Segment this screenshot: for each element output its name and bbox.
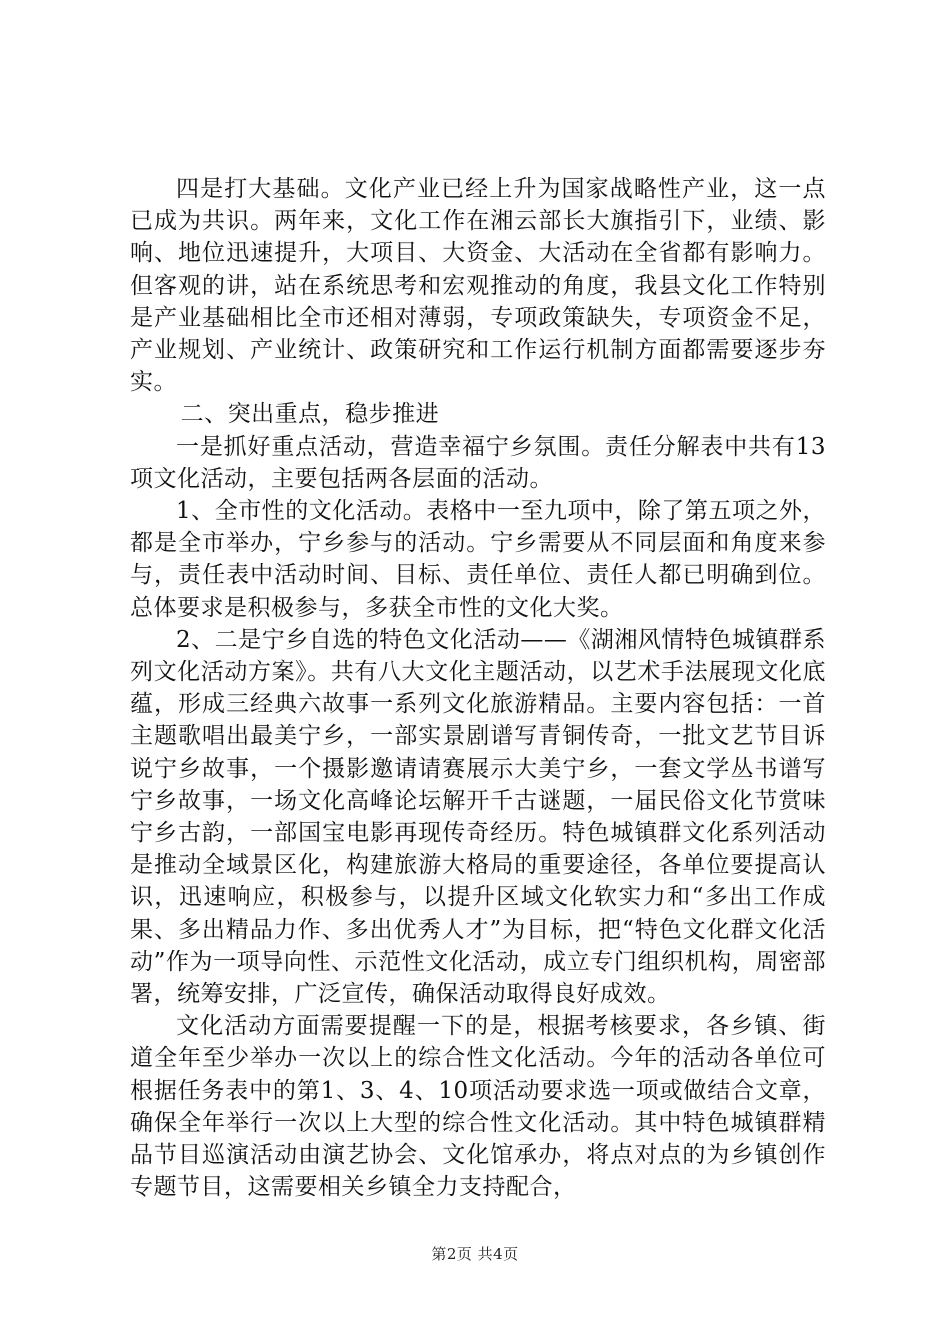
paragraph-citywide-activities: 1、全市性的文化活动。表格中一至九项中，除了第五项之外，都是全市举办，宁乡参与的活动。宁乡需要从不同层面和角度来参与，责任表中活动时间、目标、责任单位、责任人都已明确到位。总体要求是积极参与，多获全市性的文化大奖。 [130,498,826,621]
paragraph-featured-activities: 2、二是宁乡自选的特色文化活动——《湖湘风情特色城镇群系列文化活动方案》。共有八大文化主题活动，以艺术手法展现文化底蕴，形成三经典六故事一系列文化旅游精品。主要内容包括：一首主题歌唱出最美宁乡，一部实景剧谱写青铜传奇，一批文艺节目诉说宁乡故事，一个摄影邀请请赛展示大美宁乡，一套文学丛书谱写宁乡故事，一场文化高峰论坛解开千古谜题，一届民俗文化节赏味宁乡古韵，一部国宝电影再现传奇经历。特色城镇群文化系列活动是推动全域景区化，构建旅游大格局的重要途径，各单位要提高认识，迅速响应，积极参与，以提升区域文化软实力和“多出工作成果、多出精品力作、多出优秀人才”为目标，把“特色文化群文化活动”作为一项导向性、示范性文化活动，成立专门组织机构，周密部署，统筹安排，广泛宣传，确保活动取得良好成效。 [130,626,826,1008]
paragraph-foundation: 四是打大基础。文化产业已经上升为国家战略性产业，这一点已成为共识。两年来，文化工作在湘云部长大旗指引下，业绩、影响、地位迅速提升，大项目、大资金、大活动在全省都有影响力。但客观的讲，站在系统思考和宏观推动的角度，我县文化工作特别是产业基础相比全市还相对薄弱，专项政策缺失，专项资金不足，产业规划、产业统计、政策研究和工作运行机制方面都需要逐步夯实。 [130,176,826,396]
paragraph-key-activities: 一是抓好重点活动，营造幸福宁乡氛围。责任分解表中共有13项文化活动，主要包括两各层面的活动。 [130,433,826,492]
paragraph-reminder: 文化活动方面需要提醒一下的是，根据考核要求，各乡镇、街道全年至少举办一次以上的综合性文化活动。今年的活动各单位可根据任务表中的第1、3、4、10项活动要求选一项或做结合文章，确保全年举行一次以上大型的综合性文化活动。其中特色城镇群精品节目巡演活动由演艺协会、文化馆承办，将点对点的为乡镇创作专题节目，这需要相关乡镇全力支持配合， [130,1013,826,1201]
document-body [130,173,826,1204]
page-footer: 第2页 共4页 [431,1245,519,1263]
section-heading: 二、突出重点，稳步推进 [180,401,440,428]
